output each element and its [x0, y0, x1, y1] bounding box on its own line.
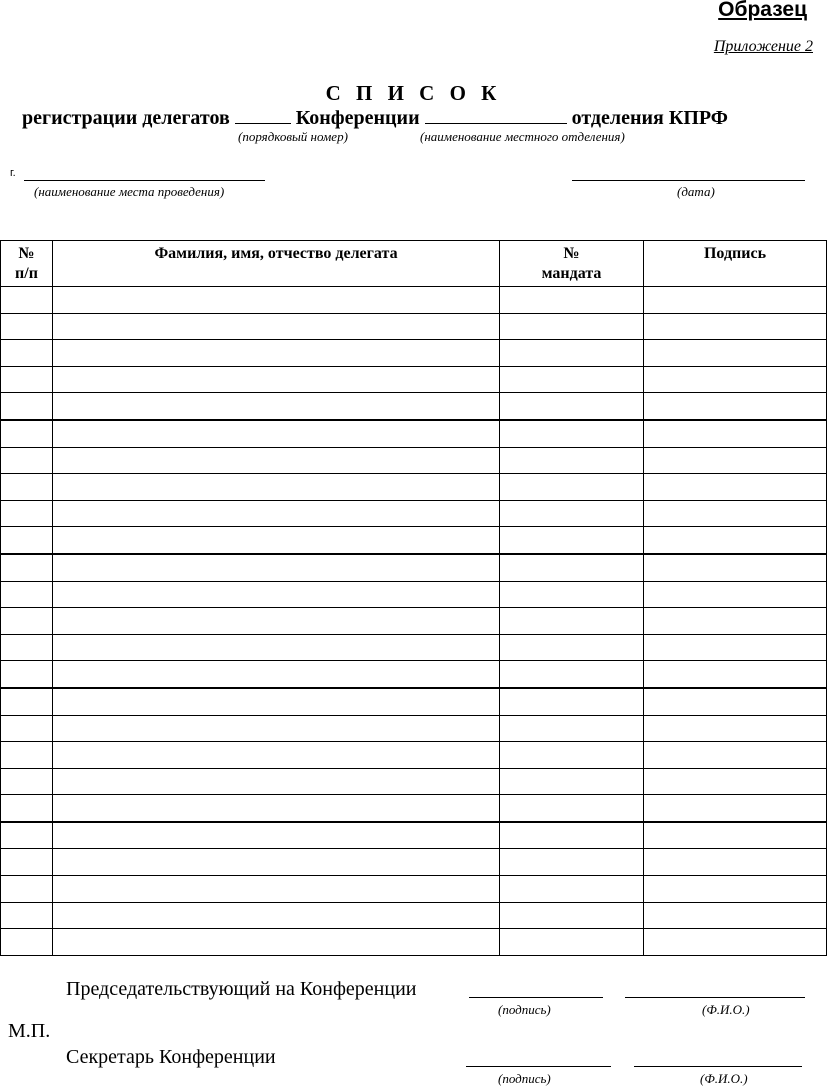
- cell-mandate[interactable]: [500, 554, 644, 581]
- cell-mandate[interactable]: [500, 822, 644, 849]
- table-header-row: [1, 241, 827, 287]
- cell-mandate[interactable]: [500, 366, 644, 393]
- cell-fullname[interactable]: [53, 688, 500, 715]
- cell-number[interactable]: [1, 313, 53, 340]
- chairman-signature-hint: (подпись): [498, 1002, 551, 1017]
- secretary-name-line[interactable]: [634, 1066, 802, 1067]
- table-row: [1, 715, 827, 742]
- hint-branch-name: (наименование местного отделения): [420, 129, 625, 144]
- cell-mandate[interactable]: [500, 902, 644, 929]
- city-prefix: г.: [10, 167, 16, 179]
- cell-number[interactable]: [1, 849, 53, 876]
- cell-number[interactable]: [1, 902, 53, 929]
- cell-signature[interactable]: [644, 474, 827, 501]
- column-header-number: [1, 241, 53, 287]
- branch-name-blank[interactable]: [425, 105, 567, 124]
- column-header-signature-line1: Подпись: [703, 245, 767, 262]
- cell-fullname[interactable]: [53, 902, 500, 929]
- cell-number[interactable]: [1, 500, 53, 527]
- cell-number[interactable]: [1, 340, 53, 367]
- column-header-mandate-line2: мандата: [541, 265, 602, 282]
- cell-mandate[interactable]: [500, 581, 644, 608]
- cell-number[interactable]: [1, 287, 53, 314]
- cell-fullname[interactable]: [53, 876, 500, 903]
- cell-signature[interactable]: [644, 715, 827, 742]
- place-line[interactable]: [24, 180, 265, 181]
- table-row: [1, 366, 827, 393]
- cell-signature[interactable]: [644, 287, 827, 314]
- cell-fullname[interactable]: [53, 287, 500, 314]
- cell-fullname[interactable]: [53, 474, 500, 501]
- column-header-number-line1: №: [18, 245, 35, 262]
- cell-mandate[interactable]: [500, 447, 644, 474]
- cell-mandate[interactable]: [500, 500, 644, 527]
- table-row: [1, 554, 827, 581]
- cell-signature[interactable]: [644, 795, 827, 822]
- cell-number[interactable]: [1, 634, 53, 661]
- cell-number[interactable]: [1, 420, 53, 447]
- table-row: [1, 742, 827, 769]
- table-row: [1, 447, 827, 474]
- subtitle-part-branch: отделения КПРФ: [571, 107, 728, 129]
- cell-fullname[interactable]: [53, 527, 500, 554]
- cell-mandate[interactable]: [500, 474, 644, 501]
- cell-mandate[interactable]: [500, 420, 644, 447]
- cell-mandate[interactable]: [500, 393, 644, 420]
- chairman-label: Председательствующий на Конференции: [66, 978, 417, 1000]
- document-title: С П И С О К: [325, 81, 502, 105]
- cell-signature[interactable]: [644, 661, 827, 688]
- table-row: [1, 474, 827, 501]
- table-row: [1, 795, 827, 822]
- cell-mandate[interactable]: [500, 340, 644, 367]
- cell-number[interactable]: [1, 768, 53, 795]
- cell-fullname[interactable]: [53, 822, 500, 849]
- document-subtitle: [22, 105, 728, 130]
- cell-signature[interactable]: [644, 688, 827, 715]
- hint-place: (наименование места проведения): [34, 184, 225, 199]
- cell-mandate[interactable]: [500, 876, 644, 903]
- table-row: [1, 313, 827, 340]
- cell-fullname[interactable]: [53, 581, 500, 608]
- cell-mandate[interactable]: [500, 849, 644, 876]
- cell-signature[interactable]: [644, 849, 827, 876]
- table-row: [1, 876, 827, 903]
- cell-fullname[interactable]: [53, 447, 500, 474]
- chairman-name-hint: (Ф.И.О.): [702, 1002, 750, 1017]
- cell-fullname[interactable]: [53, 929, 500, 956]
- cell-signature[interactable]: [644, 902, 827, 929]
- cell-signature[interactable]: [644, 527, 827, 554]
- cell-number[interactable]: [1, 581, 53, 608]
- table-row: [1, 420, 827, 447]
- column-header-number-line2: п/п: [15, 265, 38, 282]
- cell-fullname[interactable]: [53, 420, 500, 447]
- cell-signature[interactable]: [644, 366, 827, 393]
- cell-mandate[interactable]: [500, 768, 644, 795]
- table-row: [1, 768, 827, 795]
- table-row: [1, 661, 827, 688]
- column-header-mandate: [500, 241, 644, 287]
- chairman-name-line[interactable]: [625, 997, 805, 998]
- cell-fullname[interactable]: [53, 313, 500, 340]
- cell-signature[interactable]: [644, 420, 827, 447]
- cell-fullname[interactable]: [53, 554, 500, 581]
- cell-signature[interactable]: [644, 876, 827, 903]
- serial-number-blank[interactable]: [235, 105, 291, 124]
- date-line[interactable]: [572, 180, 805, 181]
- cell-number[interactable]: [1, 822, 53, 849]
- table-row: [1, 634, 827, 661]
- cell-number[interactable]: [1, 608, 53, 635]
- chairman-signature-line[interactable]: [469, 997, 603, 998]
- table-row: [1, 849, 827, 876]
- cell-number[interactable]: [1, 688, 53, 715]
- cell-signature[interactable]: [644, 340, 827, 367]
- cell-fullname[interactable]: [53, 849, 500, 876]
- column-header-mandate-line1: №: [563, 245, 580, 262]
- cell-mandate[interactable]: [500, 742, 644, 769]
- cell-fullname[interactable]: [53, 795, 500, 822]
- table-row: [1, 340, 827, 367]
- cell-number[interactable]: [1, 554, 53, 581]
- hint-date: (дата): [677, 184, 715, 199]
- cell-number[interactable]: [1, 876, 53, 903]
- cell-number[interactable]: [1, 795, 53, 822]
- cell-signature[interactable]: [644, 500, 827, 527]
- cell-fullname[interactable]: [53, 742, 500, 769]
- registration-table: [0, 240, 827, 956]
- column-header-fullname: [53, 241, 500, 287]
- table-row: [1, 929, 827, 956]
- cell-signature[interactable]: [644, 554, 827, 581]
- subtitle-part-registration: регистрации делегатов: [22, 107, 230, 129]
- cell-fullname[interactable]: [53, 768, 500, 795]
- column-header-fullname-line1: Фамилия, имя, отчество делегата: [154, 245, 398, 262]
- cell-number[interactable]: [1, 715, 53, 742]
- cell-fullname[interactable]: [53, 340, 500, 367]
- cell-number[interactable]: [1, 366, 53, 393]
- secretary-label: Секретарь Конференции: [66, 1046, 276, 1068]
- cell-signature[interactable]: [644, 608, 827, 635]
- cell-fullname[interactable]: [53, 715, 500, 742]
- table-row: [1, 822, 827, 849]
- cell-mandate[interactable]: [500, 929, 644, 956]
- cell-signature[interactable]: [644, 447, 827, 474]
- cell-signature[interactable]: [644, 581, 827, 608]
- cell-mandate[interactable]: [500, 634, 644, 661]
- cell-signature[interactable]: [644, 768, 827, 795]
- cell-fullname[interactable]: [53, 500, 500, 527]
- cell-signature[interactable]: [644, 742, 827, 769]
- table-row: [1, 902, 827, 929]
- cell-signature[interactable]: [644, 393, 827, 420]
- cell-signature[interactable]: [644, 822, 827, 849]
- stamp-label: М.П.: [8, 1020, 51, 1042]
- cell-number[interactable]: [1, 929, 53, 956]
- cell-fullname[interactable]: [53, 634, 500, 661]
- secretary-signature-line[interactable]: [466, 1066, 611, 1067]
- cell-fullname[interactable]: [53, 661, 500, 688]
- hint-serial-number: (порядковый номер): [238, 129, 348, 144]
- cell-mandate[interactable]: [500, 313, 644, 340]
- secretary-name-hint: (Ф.И.О.): [700, 1071, 748, 1086]
- cell-number[interactable]: [1, 527, 53, 554]
- cell-signature[interactable]: [644, 929, 827, 956]
- column-header-signature: [644, 241, 827, 287]
- cell-number[interactable]: [1, 447, 53, 474]
- cell-signature[interactable]: [644, 634, 827, 661]
- cell-fullname[interactable]: [53, 366, 500, 393]
- table-row: [1, 527, 827, 554]
- cell-fullname[interactable]: [53, 608, 500, 635]
- subtitle-part-conference: Конференции: [295, 107, 420, 129]
- cell-mandate[interactable]: [500, 527, 644, 554]
- cell-mandate[interactable]: [500, 715, 644, 742]
- cell-fullname[interactable]: [53, 393, 500, 420]
- cell-number[interactable]: [1, 393, 53, 420]
- table-row: [1, 500, 827, 527]
- table-row: [1, 581, 827, 608]
- cell-signature[interactable]: [644, 313, 827, 340]
- table-row: [1, 287, 827, 314]
- table-row: [1, 688, 827, 715]
- table-body: [1, 287, 827, 956]
- table-row: [1, 393, 827, 420]
- sample-label: Образец: [718, 0, 807, 21]
- cell-mandate[interactable]: [500, 661, 644, 688]
- cell-mandate[interactable]: [500, 795, 644, 822]
- cell-mandate[interactable]: [500, 688, 644, 715]
- cell-number[interactable]: [1, 474, 53, 501]
- secretary-signature-hint: (подпись): [498, 1071, 551, 1086]
- table-row: [1, 608, 827, 635]
- cell-mandate[interactable]: [500, 608, 644, 635]
- cell-mandate[interactable]: [500, 287, 644, 314]
- appendix-label: Приложение 2: [713, 38, 813, 55]
- cell-number[interactable]: [1, 661, 53, 688]
- cell-number[interactable]: [1, 742, 53, 769]
